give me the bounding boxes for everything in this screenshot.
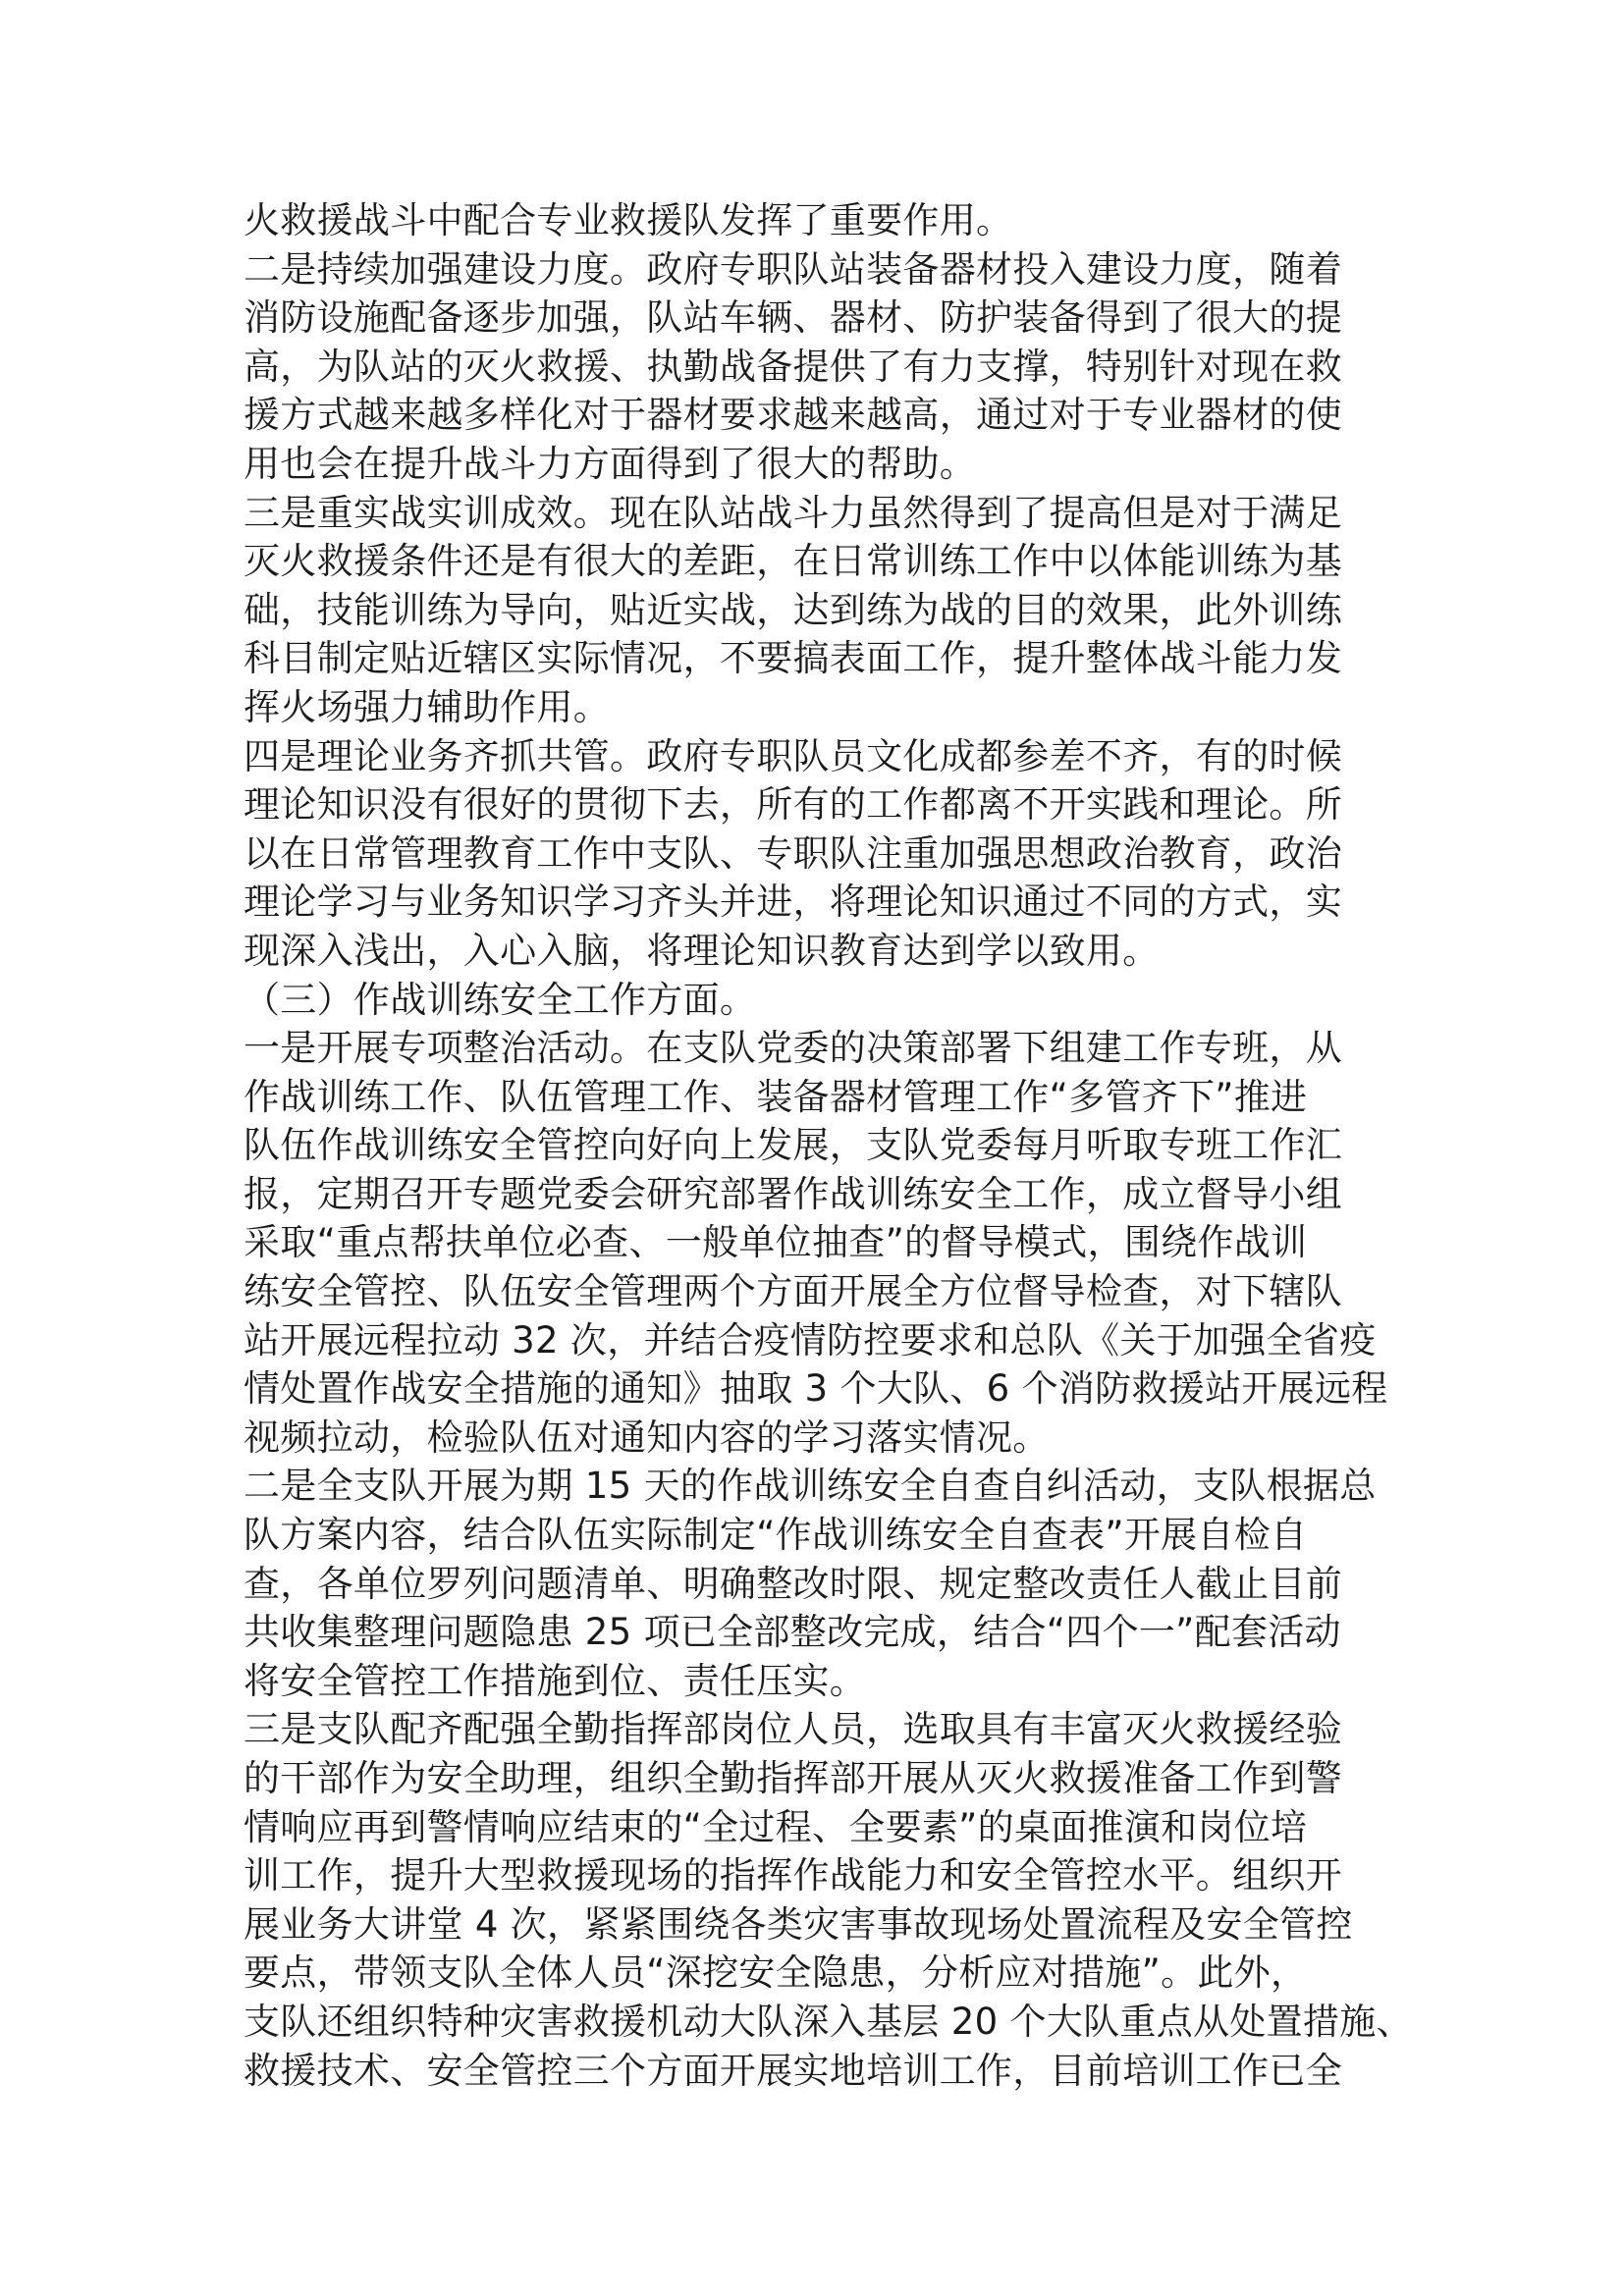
text-line: 高，为队站的灭火救援、执勤战备提供了有力支撑，特别针对现在救 (244, 345, 1342, 388)
text-line: 火救援战斗中配合专业救援队发挥了重要作用。 (244, 199, 1013, 241)
text-line: 三是支队配齐配强全勤指挥部岗位人员，选取具有丰富灭火救援经验 (244, 1708, 1342, 1751)
text-line: 支队还组织特种灾害救援机动大队深入基层 20 个大队重点从处置措施、 (244, 2000, 1413, 2043)
text-line: 报，定期召开专题党委会研究部署作战训练安全工作，成立督导小组 (244, 1172, 1342, 1215)
text-line: 训工作，提升大型救援现场的指挥作战能力和安全管控水平。组织开 (244, 1854, 1342, 1897)
text-line: 情响应再到警情响应结束的“全过程、全要素”的桌面推演和岗位培 (244, 1805, 1308, 1848)
text-line: 队伍作战训练安全管控向好向上发展，支队党委每月听取专班工作汇 (244, 1124, 1342, 1167)
text-line: 四是理论业务齐抓共管。政府专职队员文化成都参差不齐，有的时候 (244, 734, 1342, 777)
text-line: 视频拉动，检验队伍对通知内容的学习落实情况。 (244, 1415, 1050, 1459)
text-line: 练安全管控、队伍安全管理两个方面开展全方位督导检查，对下辖队 (244, 1270, 1342, 1313)
text-line: 科目制定贴近辖区实际情况，不要搞表面工作，提升整体战斗能力发 (244, 637, 1342, 680)
text-line: 要点，带领支队全体人员“深挖安全隐患，分析应对措施”。此外， (244, 1951, 1308, 1995)
text-line: 采取“重点帮扶单位必查、一般单位抽查”的督导模式，围绕作战训 (244, 1221, 1308, 1264)
text-line: 援方式越来越多样化对于器材要求越来越高，通过对于专业器材的使 (244, 394, 1342, 437)
text-line: 作战训练工作、队伍管理工作、装备器材管理工作“多管齐下”推进 (244, 1075, 1308, 1118)
text-line: 二是全支队开展为期 15 天的作战训练安全自查自纠活动，支队根据总 (244, 1465, 1377, 1508)
text-line: 共收集整理问题隐患 25 项已全部整改完成，结合“四个一”配套活动 (244, 1611, 1341, 1654)
text-line: 灭火救援条件还是有很大的差距，在日常训练工作中以体能训练为基 (244, 540, 1342, 583)
text-line: 理论知识没有很好的贯彻下去，所有的工作都离不开实践和理论。所 (244, 783, 1342, 827)
text-line: 挥火场强力辅助作用。 (244, 685, 610, 728)
text-line: 展业务大讲堂 4 次，紧紧围绕各类灾害事故现场处置流程及安全管控 (244, 1902, 1353, 1946)
text-line: 现深入浅出，入心入脑，将理论知识教育达到学以致用。 (244, 929, 1160, 972)
section-heading: （三）作战训练安全工作方面。 (244, 978, 757, 1021)
text-line: 情处置作战安全措施的通知》抽取 3 个大队、6 个消防救援站开展远程 (244, 1367, 1388, 1411)
text-line: 二是持续加强建设力度。政府专职队站装备器材投入建设力度，随着 (244, 247, 1342, 291)
text-line: 础，技能训练为导向，贴近实战，达到练为战的目的效果，此外训练 (244, 588, 1342, 631)
text-line: 消防设施配备逐步加强，队站车辆、器材、防护装备得到了很大的提 (244, 296, 1342, 340)
text-line: 将安全管控工作措施到位、责任压实。 (244, 1659, 867, 1702)
text-line: 三是重实战实训成效。现在队站战斗力虽然得到了提高但是对于满足 (244, 491, 1342, 534)
text-line: 队方案内容，结合队伍实际制定“作战训练安全自查表”开展自检自 (244, 1514, 1308, 1557)
text-line: 救援技术、安全管控三个方面开展实地培训工作，目前培训工作已全 (244, 2049, 1342, 2092)
text-line: 的干部作为安全助理，组织全勤指挥部开展从灭火救援准备工作到警 (244, 1757, 1342, 1799)
text-line: 以在日常管理教育工作中支队、专职队注重加强思想政治教育，政治 (244, 831, 1342, 875)
text-line: 查，各单位罗列问题清单、明确整改时限、规定整改责任人截止目前 (244, 1562, 1342, 1605)
text-line: 理论学习与业务知识学习齐头并进，将理论知识通过不同的方式，实 (244, 881, 1342, 924)
text-line: 用也会在提升战斗力方面得到了很大的帮助。 (244, 442, 976, 485)
text-line: 一是开展专项整治活动。在支队党委的决策部署下组建工作专班，从 (244, 1027, 1342, 1070)
document-body (244, 196, 1413, 2095)
text-line: 站开展远程拉动 32 次，并结合疫情防控要求和总队《关于加强全省疫 (244, 1318, 1377, 1362)
